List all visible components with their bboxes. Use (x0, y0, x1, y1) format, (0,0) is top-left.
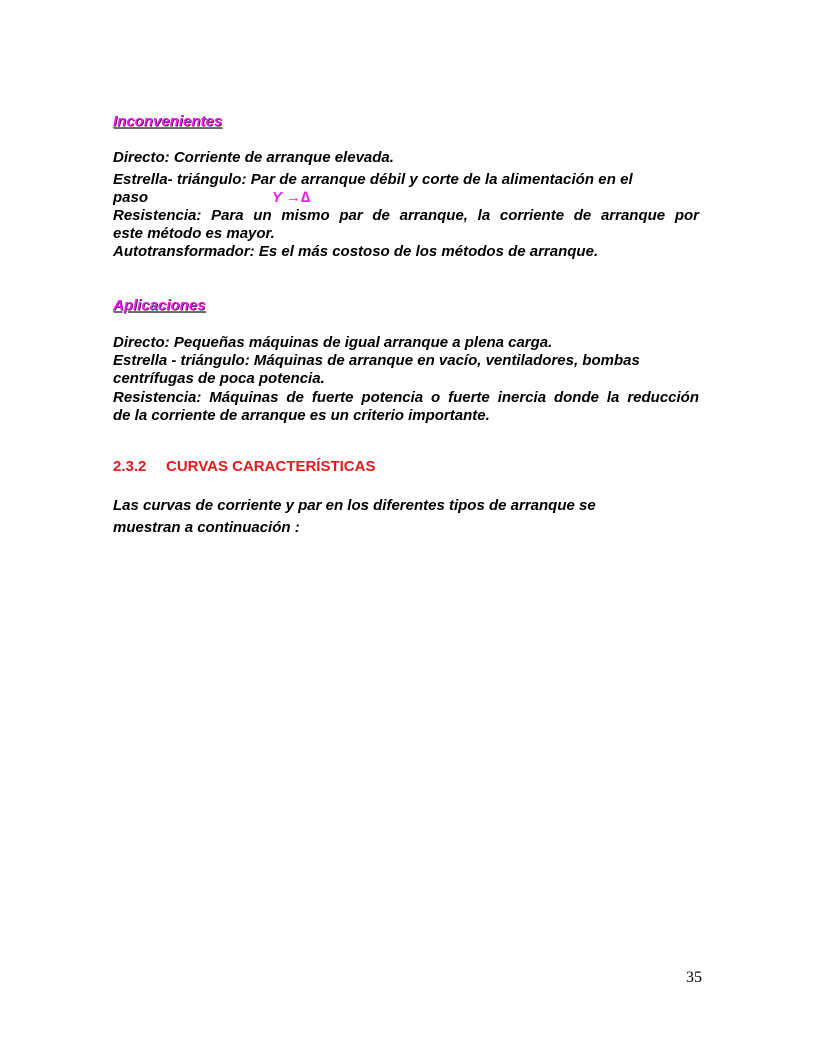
aplicaciones-estrella-line2: centrífugas de poca potencia. (113, 370, 325, 387)
inconvenientes-estrella-line2: paso (113, 189, 149, 206)
page-number: 35 (686, 969, 702, 986)
section-title: CURVAS CARACTERÍSTICAS (166, 458, 376, 475)
star-delta-symbol: Y →∆ (272, 189, 311, 206)
aplicaciones-resistencia-line1: Resistencia: Máquinas de fuerte potencia o fuerte inercia donde la reducción (113, 389, 699, 406)
section-number: 2.3.2 (113, 458, 147, 475)
aplicaciones-resistencia-line2: de la corriente de arranque es un criterio importante. (113, 407, 490, 424)
inconvenientes-heading: Inconvenientes (113, 113, 223, 130)
inconvenientes-resistencia-line1: Resistencia: Para un mismo par de arranque, la corriente de arranque por (113, 207, 699, 224)
aplicaciones-heading: Aplicaciones (113, 297, 206, 314)
aplicaciones-directo: Directo: Pequeñas máquinas de igual arranque a plena carga. (113, 334, 553, 351)
inconvenientes-estrella-line1: Estrella- triángulo: Par de arranque débil y corte de la alimentación en el (113, 171, 633, 188)
section-intro-line2: muestran a continuación : (113, 519, 300, 536)
inconvenientes-directo: Directo: Corriente de arranque elevada. (113, 149, 394, 166)
inconvenientes-resistencia-line2: este método es mayor. (113, 225, 275, 242)
inconvenientes-autotransformador: Autotransformador: Es el más costoso de los métodos de arranque. (113, 243, 599, 260)
aplicaciones-estrella-line1: Estrella - triángulo: Máquinas de arranque en vacío, ventiladores, bombas (113, 352, 640, 369)
section-intro-line1: Las curvas de corriente y par en los diferentes tipos de arranque se (113, 497, 596, 514)
